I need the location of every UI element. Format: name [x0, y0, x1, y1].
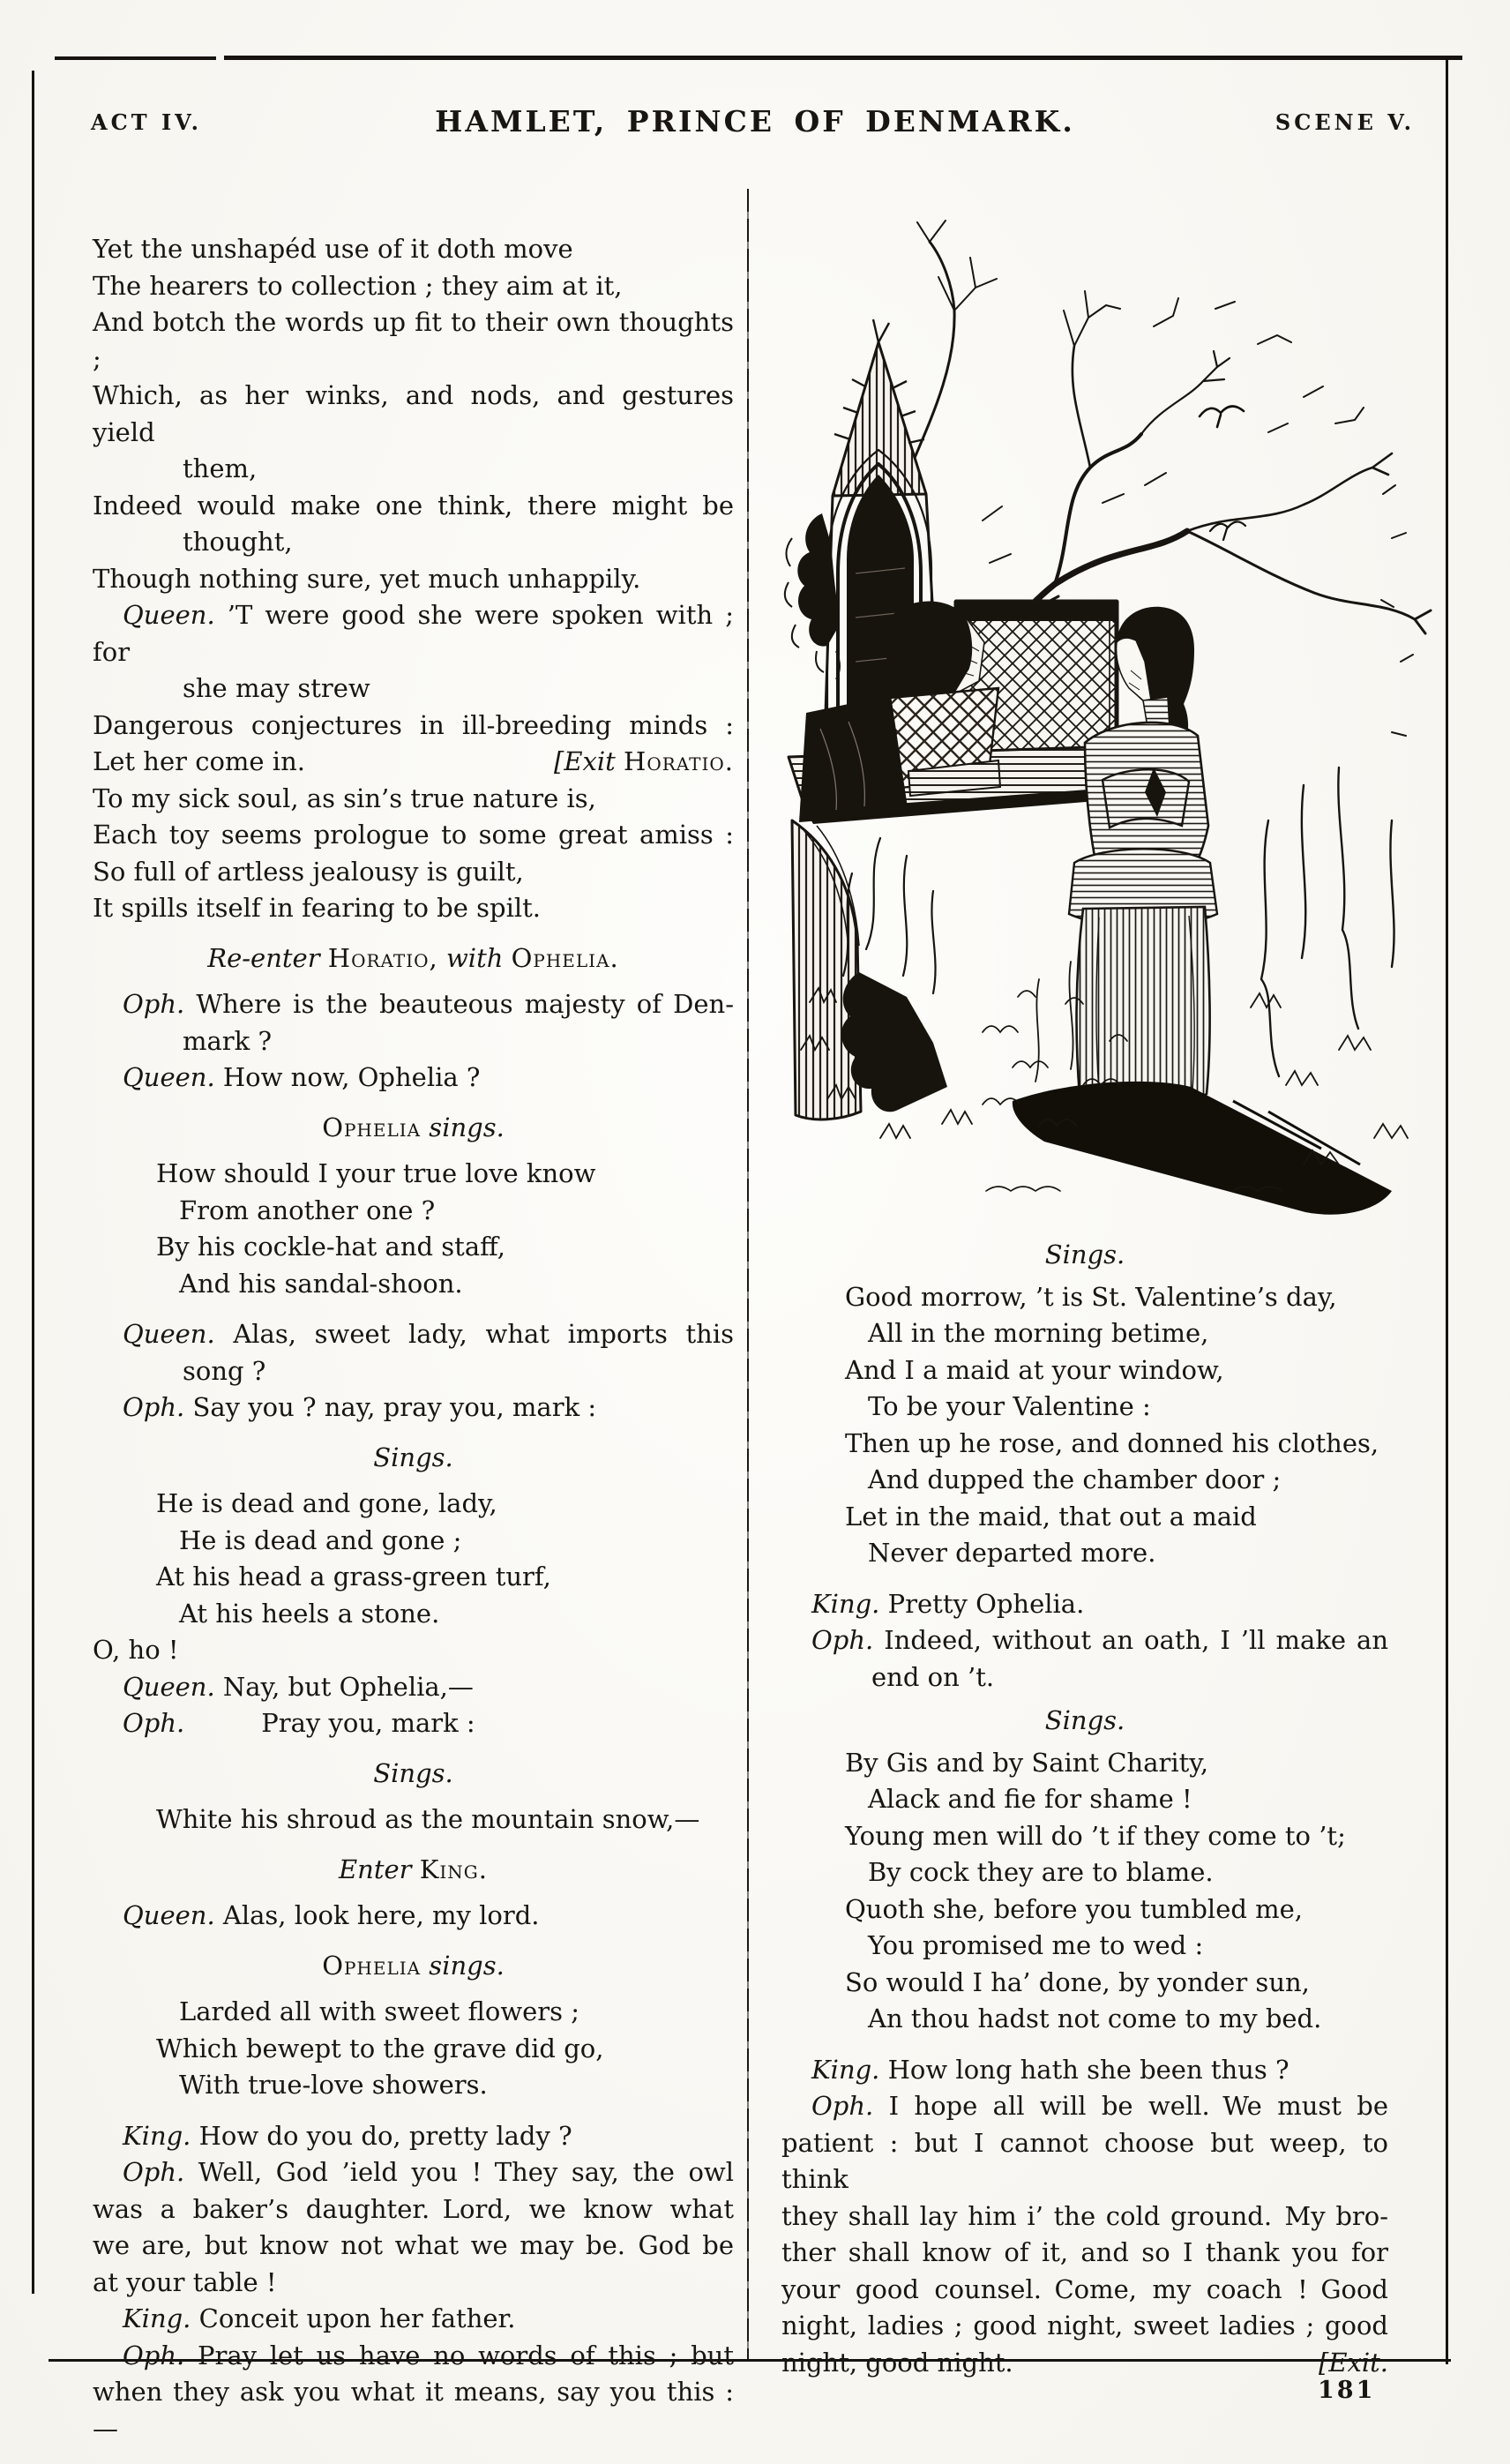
text-run: Oph. — [811, 2091, 874, 2121]
text-run: sings. — [421, 1950, 505, 1981]
text-line — [781, 2308, 1388, 2345]
text-run: So full of artless jealousy is guilt, — [93, 856, 524, 887]
text-run: Sings. — [373, 1442, 453, 1472]
text-line — [93, 2191, 734, 2228]
text-line — [93, 2154, 734, 2191]
text-run: Oph. — [123, 989, 185, 1019]
text-run: Queen. — [123, 1062, 215, 1092]
text-run: At his heels a stone. — [179, 1598, 440, 1629]
text-run: Nay, but Ophelia,— — [214, 1671, 474, 1702]
left-column — [93, 231, 734, 2447]
text-line — [93, 744, 734, 781]
text-run: they shall lay him i’ the cold ground. My bro- — [781, 2200, 1388, 2231]
text-run: night, ladies ; good night, sweet ladies ; good — [781, 2310, 1388, 2340]
text-run: At his head a grass-green turf, — [156, 1562, 551, 1591]
text-run: Pretty Ophelia. — [879, 1588, 1085, 1619]
text-run: All in the morning betime, — [868, 1318, 1209, 1348]
text-line — [781, 1586, 1388, 1623]
text-run: And his sandal-shoon. — [179, 1268, 463, 1299]
text-run: night, good night. — [781, 2347, 1013, 2378]
text-line — [93, 1389, 734, 1427]
text-line — [781, 1352, 1388, 1389]
text-run: How now, Ophelia ? — [214, 1062, 481, 1092]
text-run: we are, but know not what we may be. God be — [93, 2230, 734, 2260]
text-run: Ophelia — [322, 1112, 422, 1142]
text-line — [781, 1237, 1388, 1274]
text-run: your good counsel. Come, my coach ! Good — [781, 2273, 1388, 2304]
text-run: How should I your true love know — [156, 1158, 596, 1188]
text-line — [93, 1523, 734, 1560]
running-head-act: ACT IV. — [91, 109, 202, 135]
text-line — [93, 1994, 734, 2031]
text-run: Dangerous conjectures in ill-breeding minds : — [93, 709, 734, 740]
text-run: Re-enter — [207, 942, 328, 973]
text-run: Yet the unshapéd use of it doth move — [93, 234, 573, 264]
text-line — [781, 2052, 1388, 2089]
text-run: And botch the words up fit to their own thoughts ; — [93, 307, 734, 374]
text-line — [93, 1266, 734, 1303]
text-run: Young men will do ’t if they come to ’t; — [845, 1820, 1346, 1851]
text-run: By his cockle-hat and staff, — [156, 1232, 505, 1262]
right-column — [781, 1237, 1388, 2381]
text-run: Ophelia. — [511, 942, 619, 973]
text-run: Oph. — [123, 1708, 185, 1738]
text-run: Which, as her winks, and nods, and gestures yield — [93, 380, 734, 447]
text-line — [781, 1279, 1388, 1316]
text-run: Good morrow, ’t is St. Valentine’s day, — [845, 1281, 1337, 1312]
text-line — [781, 1703, 1388, 1740]
text-run: Sings. — [1044, 1705, 1125, 1735]
text-line — [93, 817, 734, 854]
text-run: Though nothing sure, yet much unhappily. — [93, 563, 641, 594]
text-run: them, — [183, 453, 258, 483]
text-run: Alas, look here, my lord. — [214, 1900, 540, 1930]
column-divider-rule — [747, 189, 749, 2359]
text-run: ther shall know of it, and so I thank you for — [781, 2237, 1388, 2267]
text-line — [781, 1462, 1388, 1499]
text-line — [93, 1596, 734, 1633]
text-run: Quoth she, before you tumbled me, — [845, 1893, 1304, 1924]
text-run: Say you ? nay, pray you, mark : — [184, 1392, 597, 1422]
right-border-rule — [1446, 58, 1448, 2364]
text-run: It spills itself in fearing to be spilt. — [93, 893, 541, 923]
top-rule-left — [55, 56, 216, 60]
text-line — [93, 1110, 734, 1147]
text-line — [93, 2338, 734, 2375]
text-run: was a baker’s daughter. Lord, we know what — [93, 2193, 734, 2224]
ophelia-at-window-illustration — [774, 203, 1443, 1231]
text-run: Where is the beauteous majesty of Den- — [184, 989, 734, 1019]
text-line — [93, 561, 734, 598]
text-line — [781, 2088, 1388, 2125]
text-line — [93, 1156, 734, 1193]
text-run: So would I ha’ done, by yonder sun, — [845, 1966, 1310, 1997]
text-line — [781, 1965, 1388, 2002]
text-run: Then up he rose, and donned his clothes, — [845, 1427, 1379, 1458]
text-run: ’T were good she were spoken with ; for — [93, 600, 734, 667]
text-run: White his shroud as the mountain snow,— — [156, 1804, 700, 1834]
text-run: O, ho ! — [93, 1635, 179, 1665]
text-run: The hearers to collection ; they aim at it, — [93, 270, 623, 301]
text-run: Oph. — [123, 2340, 185, 2370]
text-run: [Exit. — [1319, 2347, 1388, 2378]
text-run: King. — [123, 2303, 191, 2333]
text-run: patient : but I cannot choose but weep, to think — [781, 2127, 1388, 2194]
text-line — [781, 2001, 1388, 2038]
text-run: King. — [811, 2054, 880, 2085]
text-run: Sings. — [1044, 1239, 1125, 1269]
text-line — [93, 781, 734, 818]
text-run: Queen. — [123, 1319, 215, 1349]
text-line — [93, 268, 734, 305]
text-line — [93, 451, 734, 488]
text-line — [781, 2198, 1388, 2236]
text-run: I hope all will be well. We must be — [873, 2091, 1388, 2121]
text-run: An thou hadst not come to my bed. — [868, 2003, 1322, 2033]
text-run: Oph. — [123, 1392, 185, 1422]
text-line — [781, 1891, 1388, 1929]
text-run: Conceit upon her father. — [191, 2303, 516, 2333]
text-run: Horatio. — [624, 746, 734, 776]
text-run: To be your Valentine : — [868, 1391, 1151, 1421]
top-rule — [224, 56, 1462, 60]
text-line — [781, 1818, 1388, 1855]
text-run: King. — [419, 1854, 488, 1884]
text-line — [781, 1535, 1388, 1572]
text-line — [781, 1854, 1388, 1891]
text-line — [781, 1315, 1388, 1352]
text-line — [93, 1440, 734, 1477]
text-run: song ? — [183, 1355, 266, 1386]
text-line — [93, 1705, 734, 1742]
text-line — [93, 1229, 734, 1266]
text-line — [93, 1353, 734, 1390]
text-run: Alack and fie for shame ! — [868, 1784, 1192, 1814]
text-line — [93, 1559, 734, 1596]
stage-direction-exit — [554, 744, 734, 781]
text-run: Alas, sweet lady, what imports this — [214, 1319, 734, 1349]
text-run: [Exit — [554, 746, 624, 776]
text-run: sings. — [421, 1112, 505, 1142]
text-run: Oph. — [811, 1625, 874, 1655]
text-line — [93, 2067, 734, 2104]
text-run: You promised me to wed : — [868, 1930, 1204, 1960]
text-line — [93, 1486, 734, 1523]
text-line — [93, 1852, 734, 1889]
text-line — [93, 1023, 734, 1060]
text-run: By Gis and by Saint Charity, — [845, 1747, 1209, 1778]
text-line — [93, 2374, 734, 2447]
text-line — [781, 1781, 1388, 1818]
stage-direction-exit — [1319, 2345, 1388, 2382]
text-run: Well, God ’ield you ! They say, the owl — [184, 2157, 734, 2187]
text-line — [93, 1193, 734, 1230]
text-line — [781, 2272, 1388, 2309]
text-line — [93, 708, 734, 745]
text-run: Queen. — [123, 1900, 215, 1930]
text-line — [93, 597, 734, 670]
text-run: With true-love showers. — [179, 2070, 488, 2100]
text-run: Sings. — [373, 1757, 453, 1788]
text-line — [93, 2265, 734, 2302]
text-run: Never departed more. — [868, 1538, 1156, 1568]
text-line — [93, 1756, 734, 1793]
text-run: How long hath she been thus ? — [879, 2054, 1289, 2085]
text-run: And dupped the chamber door ; — [868, 1464, 1282, 1494]
text-run: Pray you, mark : — [184, 1708, 475, 1738]
text-run: she may strew — [183, 673, 370, 703]
text-line — [781, 2125, 1388, 2198]
text-line — [93, 304, 734, 378]
text-line — [781, 1745, 1388, 1782]
text-run: He is dead and gone, lady, — [156, 1488, 497, 1518]
text-run: Each toy seems prologue to some great amiss : — [93, 820, 734, 850]
text-line — [781, 1659, 1388, 1696]
left-border-rule — [32, 71, 34, 2294]
text-line — [93, 1632, 734, 1669]
text-run: He is dead and gone ; — [179, 1524, 462, 1555]
text-run: King. — [811, 1588, 880, 1619]
text-run: thought, — [183, 527, 293, 557]
text-run: By cock they are to blame. — [868, 1857, 1214, 1887]
text-line — [781, 2345, 1388, 2382]
text-line — [93, 940, 734, 977]
text-line — [781, 1426, 1388, 1463]
running-head-scene: SCENE V. — [1275, 109, 1415, 135]
page-number: 181 — [1318, 2377, 1376, 2404]
text-run: King. — [123, 2120, 191, 2151]
text-line — [93, 986, 734, 1023]
text-line — [93, 1060, 734, 1097]
text-line — [93, 488, 734, 525]
text-run: Enter — [338, 1854, 420, 1884]
text-run: when they ask you what it means, say you this :— — [93, 2377, 734, 2444]
text-line — [781, 2235, 1388, 2272]
text-run: Larded all with sweet flowers ; — [179, 1996, 580, 2026]
text-line — [93, 1898, 734, 1935]
text-line — [93, 2031, 734, 2068]
text-run: Indeed, without an oath, I ’ll make an — [873, 1625, 1388, 1655]
text-line — [93, 1948, 734, 1985]
text-run: Oph. — [123, 2157, 185, 2187]
text-line — [93, 1316, 734, 1353]
text-line — [93, 2118, 734, 2155]
text-run: at your table ! — [93, 2266, 277, 2297]
text-line — [781, 1499, 1388, 1536]
text-run: How do you do, pretty lady ? — [191, 2120, 572, 2151]
text-run: And I a maid at your window, — [845, 1354, 1224, 1385]
text-line — [93, 231, 734, 268]
text-line — [93, 670, 734, 708]
text-line — [93, 2301, 734, 2338]
text-line — [93, 854, 734, 891]
text-line — [93, 1669, 734, 1706]
text-run: Queen. — [123, 1671, 215, 1702]
text-run: Queen. — [123, 600, 215, 630]
text-line — [93, 378, 734, 451]
text-line — [93, 890, 734, 927]
text-line — [93, 2228, 734, 2265]
text-run: To my sick soul, as sin’s true nature is, — [93, 783, 596, 813]
text-run: Which bewept to the grave did go, — [156, 2033, 604, 2063]
running-head-title: HAMLET, PRINCE OF DENMARK. — [435, 104, 1075, 139]
text-line — [93, 1801, 734, 1839]
text-run: Let in the maid, that out a maid — [845, 1501, 1257, 1532]
text-run: Horatio, — [327, 942, 438, 973]
text-line — [781, 1928, 1388, 1965]
text-line — [781, 1622, 1388, 1659]
text-line — [93, 524, 734, 561]
text-run: Indeed would make one think, there might be — [93, 490, 734, 521]
text-run: Ophelia — [322, 1950, 422, 1981]
text-run: end on ’t. — [871, 1661, 995, 1692]
text-line — [781, 1389, 1388, 1426]
text-run: Pray let us have no words of this ; but — [184, 2340, 734, 2370]
text-run: with — [437, 942, 512, 973]
text-run: From another one ? — [179, 1195, 436, 1225]
text-run: Let her come in. — [93, 746, 305, 776]
text-run: mark ? — [183, 1025, 272, 1056]
